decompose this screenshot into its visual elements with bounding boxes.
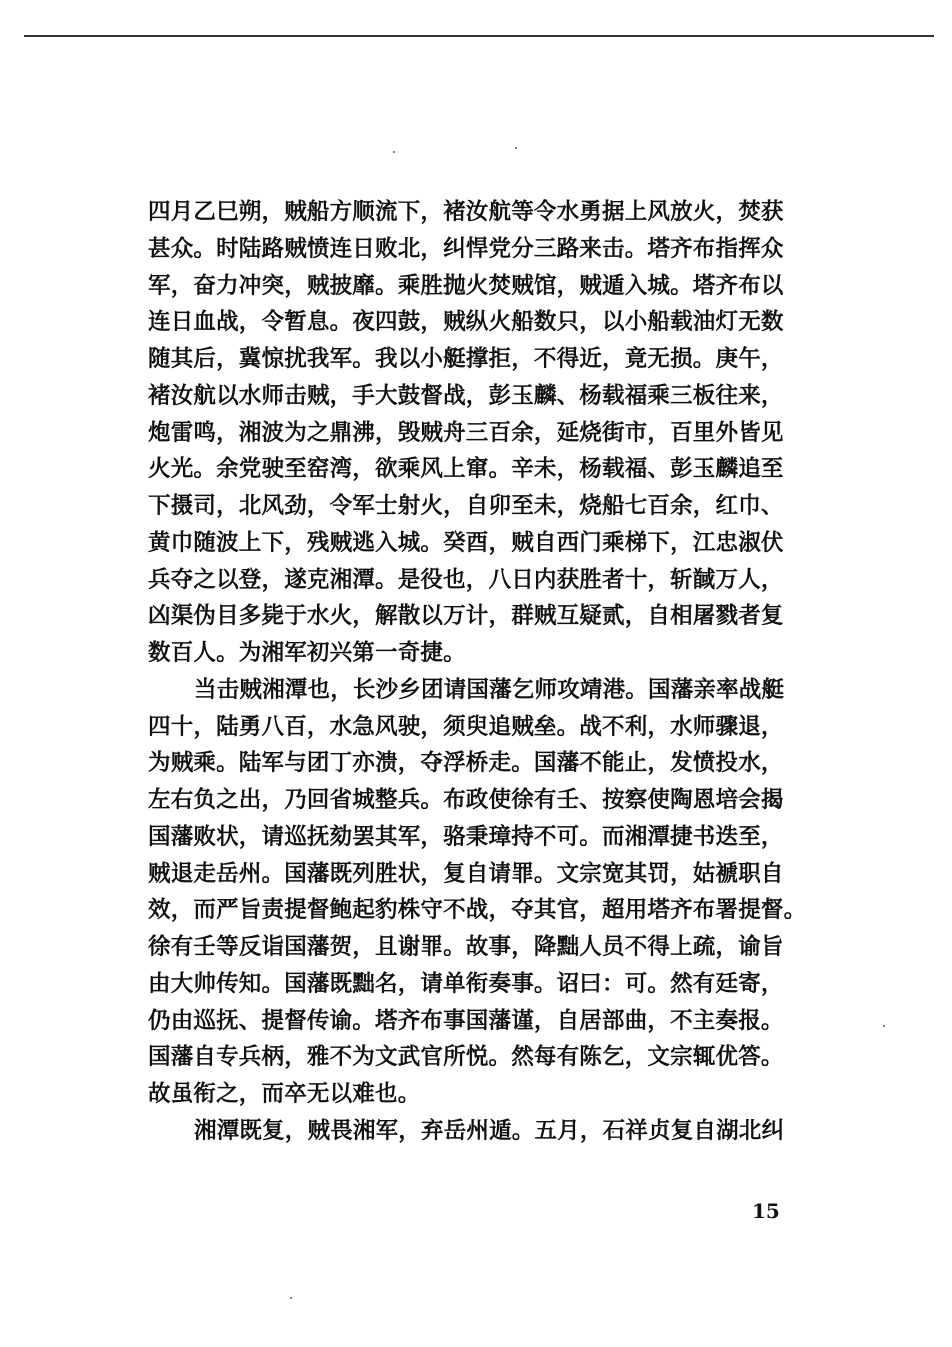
text-line: 国藩自专兵柄，雅不为文武官所悦。然每有陈乞，文宗辄优答。: [148, 1044, 784, 1071]
text-line: 随其后，冀惊扰我军。我以小艇撑拒，不得近，竟无损。庚午，: [148, 346, 784, 372]
text-line: 军，奋力冲突，贼披靡。乘胜抛火焚贼馆，贼遁入城。塔齐布以: [148, 272, 784, 299]
text-line: 连日血战，令暂息。夜四鼓，贼纵火船数只，以小船载油灯无数: [148, 309, 784, 336]
text-line: 四十，陆勇八百，水急风驶，须臾追贼垒。战不利，水师骤退，: [148, 713, 784, 740]
text-line: 效，而严旨责提督鲍起豹株守不战，夺其官，超用塔齐布署提督。: [148, 897, 807, 924]
text-line: 左右负之出，乃回省城整兵。布政使徐有壬、按察使陶恩培会揭: [148, 787, 784, 813]
text-line: 下摄司，北风劲，令军士射火，自卯至未，烧船七百余，红巾、: [148, 493, 784, 519]
scan-speck: [883, 1025, 885, 1027]
text-line: 炮雷鸣，湘波为之鼎沸，毁贼舟三百余，延烧街市，百里外皆见: [148, 419, 784, 446]
text-line: 贼退走岳州。国藩既列胜状，复自请罪。文宗宽其罚，姑褫职自: [148, 860, 784, 887]
text-line-paragraph-start: 当击贼湘潭也，长沙乡团请国藩乞师攻靖港。国藩亲率战艇: [194, 676, 785, 703]
header-rule: [24, 35, 934, 37]
text-line: 国藩败状，请巡抚劾罢其军，骆秉璋持不可。而湘潭捷书迭至，: [148, 823, 784, 850]
body-text: [148, 194, 834, 1150]
text-line-paragraph-start: 湘潭既复，贼畏湘军，弃岳州遁。五月，石祥贞复自湖北纠: [194, 1117, 785, 1144]
text-line: 数百人。为湘军初兴第一奇捷。: [148, 640, 466, 666]
scan-speck: [515, 147, 517, 149]
text-line: 褚汝航以水师击贼，手大鼓督战，彭玉麟、杨载福乘三板往来，: [148, 382, 784, 409]
text-line: 仍由巡抚、提督传谕。塔齐布事国藩谨，自居部曲，不主奏报。: [148, 1007, 784, 1034]
text-line: 兵夺之以登，遂克湘潭。是役也，八日内获胜者十，斩馘万人，: [148, 566, 784, 593]
scan-speck: [393, 151, 395, 153]
text-line: 四月乙巳朔，贼船方顺流下，褚汝航等令水勇据上风放火，焚获: [148, 199, 784, 225]
page-number: 15: [752, 1199, 780, 1223]
text-line: 甚众。时陆路贼愤连日败北，纠悍党分三路来击。塔齐布指挥众: [148, 235, 784, 262]
text-line: 为贼乘。陆军与团丁亦溃，夺浮桥走。国藩不能止，发愤投水，: [148, 750, 784, 777]
text-line: 由大帅传知。国藩既黜名，请单衔奏事。诏曰：可。然有廷寄，: [148, 970, 784, 997]
text-line: 凶渠伪目多毙于水火，解散以万计，群贼互疑贰，自相屠戮者复: [148, 603, 784, 630]
text-line: 黄巾随波上下，残贼逃入城。癸酉，贼自西门乘梯下，江忠淑伏: [148, 529, 784, 556]
text-line: 故虽衔之，而卒无以难也。: [148, 1081, 421, 1107]
text-line: 火光。余党驶至窑湾，欲乘风上窜。辛未，杨载福、彭玉麟追至: [148, 456, 784, 483]
scan-speck: [290, 1297, 292, 1299]
text-line: 徐有壬等反诣国藩贺，且谢罪。故事，降黜人员不得上疏，谕旨: [148, 934, 784, 960]
